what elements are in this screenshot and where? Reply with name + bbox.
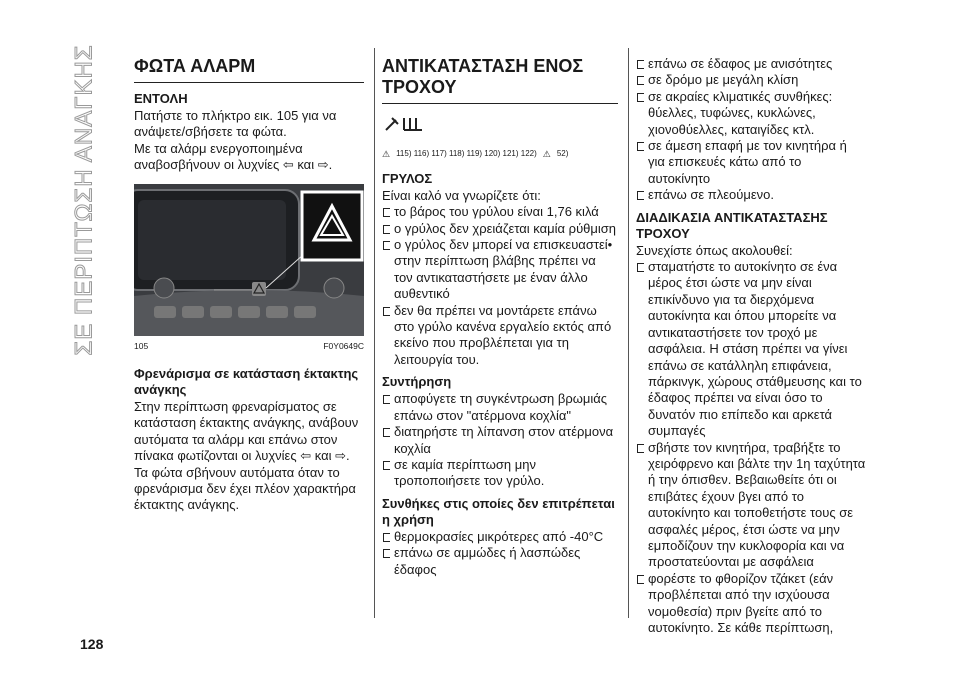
paragraph: Τα φώτα σβήνουν αυτόματα όταν το φρενάρισμα δεν έχει πλέον χαρακτήρα έκτακτης ανάγκης. — [134, 464, 356, 513]
list-item: αποφύγετε τη συγκέντρωση βρωμιάς επάνω στον "ατέρμονα κοχλία" — [382, 391, 618, 424]
list-item: σε καμία περίπτωση μην τροποποιήσετε τον γρύλο. — [382, 457, 618, 490]
figure-number: 105 — [134, 340, 149, 351]
paragraph: Με τα αλάρμ ενεργοποιημένα αναβοσβήνουν οι λυχνίες ⇦ και ⇨. — [134, 140, 333, 173]
caution-icon: ⚠ — [542, 149, 551, 160]
title-underline — [134, 56, 364, 83]
heading-jack: ΓΡΥΛΟΣ — [382, 170, 433, 186]
list-item: σε ακραίες κλιματικές συνθήκες: θύελλες, τυφώνες, κυκλώνες, χιονοθύελλες, καταιγίδες κτλ. — [636, 89, 866, 138]
heading-emergency-braking: Φρενάρισμα σε κατάσταση έκτακτης ανάγκης — [134, 366, 359, 398]
heading-maintenance: Συντήρηση — [382, 374, 452, 390]
dashboard-illustration — [134, 184, 364, 336]
list-item: επάνω σε αμμώδες ή λασπώδες έδαφος — [382, 545, 618, 578]
side-tab-label: ΣΕ ΠΕΡΙΠΤΩΣΗ ΑΝΑΓΚΗΣ — [71, 44, 98, 356]
paragraph: Είναι καλό να γνωρίζετε ότι: — [382, 187, 541, 203]
column-wheel-change-continued — [636, 56, 866, 636]
list-item: το βάρος του γρύλου είναι 1,76 κιλά — [382, 204, 618, 220]
list-item: σταματήστε το αυτοκίνητο σε ένα μέρος έτσι ώστε να μην είναι επικίνδυνο για τα διερχόμενα αυτοκίνητα και όπου μπορείτε να αντικαταστήσετε τον τροχό με ασφάλεια. Η στάση πρέπει να γίνει επάνω σε κατάλληλη επιφάνεια, πάρκινγκ, χώρους στάθμευσης και το έδαφος πρέπει να είναι όσο το δυνατόν πιο επίπεδο και αρκετά συμπαγές — [636, 259, 866, 439]
reference-list: 115) 116) 117) 118) 119) 120) 121) 122) — [396, 149, 537, 159]
section-side-tab — [62, 40, 108, 360]
list-item: ο γρύλος δεν μπορεί να επισκευαστεί• στην περίπτωση βλάβης πρέπει να τον αντικαταστήσετε με έναν άλλο αυθεντικό — [382, 237, 618, 303]
list-item: επάνω σε έδαφος με ανισότητες — [636, 56, 866, 72]
reference-row — [382, 146, 618, 162]
tool-icon — [382, 112, 442, 136]
list-item: σε δρόμο με μεγάλη κλίση — [636, 72, 866, 88]
list-item: ο γρύλος δεν χρειάζεται καμία ρύθμιση — [382, 221, 618, 237]
reference-end: 52) — [556, 149, 569, 159]
column-divider — [374, 48, 375, 618]
paragraph: Συνεχίστε όπως ακολουθεί: — [636, 242, 793, 258]
figure-code: F0Y0649C — [323, 340, 364, 351]
heading-conditions: Συνθήκες στις οποίες δεν επιτρέπεται η χρήση — [382, 495, 615, 527]
column-hazard-lights — [134, 56, 364, 514]
title-underline — [382, 56, 618, 104]
list-item: διατηρήστε τη λίπανση στον ατέρμονα κοχλία — [382, 424, 618, 457]
warning-icon: ⚠ — [382, 149, 391, 160]
paragraph: Πατήστε το πλήκτρο εικ. 105 για να ανάψετε/σβήσετε τα φώτα. — [134, 108, 337, 140]
figure-dashboard-hazard-button — [134, 184, 364, 336]
list-item: θερμοκρασίες μικρότερες από -40°C — [382, 529, 618, 545]
page-number: 128 — [80, 636, 104, 652]
paragraph: Στην περίπτωση φρεναρίσματος σε κατάσταση έκτακτης ανάγκης, ανάβουν αυτόματα τα αλάρμ και επάνω στον πίνακα φωτίζονται οι λυχνίες ⇦ και ⇨. — [134, 399, 359, 464]
list-item: σβήστε τον κινητήρα, τραβήξτε το χειρόφρενο και βάλτε την 1η ταχύτητα ή την όπισθεν. Βεβαιωθείτε ότι οι επιβάτες έχουν βγει από το αυτοκίνητο και τοποθετήστε τους σε ασφαλές μέρος, έτσι ώστε να μην εμποδίζουν την κυκλοφορία και να προστατεύονται με ασφάλεια — [636, 440, 866, 571]
list-item: φορέστε το φθορίζον τζάκετ (εάν προβλέπεται από την ισχύουσα νομοθεσία) πριν βγείτε από το αυτοκίνητο. Σε κάθε περίπτωση, — [636, 571, 866, 637]
section-title-wheel: ΑΝΤΙΚΑΤΑΣΤΑΣΗ ΕΝΟΣ ΤΡΟΧΟΥ — [382, 56, 584, 97]
column-divider — [628, 48, 629, 618]
column-wheel-change — [382, 56, 618, 578]
heading-control: ΕΝΤΟΛΗ — [134, 91, 188, 106]
figure-caption — [134, 338, 364, 354]
heading-procedure: ΔΙΑΔΙΚΑΣΙΑ ΑΝΤΙΚΑΤΑΣΤΑΣΗΣ ΤΡΟΧΟΥ — [636, 209, 828, 241]
list-item: δεν θα πρέπει να μοντάρετε επάνω στο γρύλο κανένα εργαλείο εκτός από εκείνο που προβλέπεται για τη λειτουργία του. — [382, 303, 618, 369]
list-item: σε άμεση επαφή με τον κινητήρα ή για επισκευές κάτω από το αυτοκίνητο — [636, 138, 866, 187]
list-item: επάνω σε πλεούμενο. — [636, 187, 866, 203]
section-title-hazard: ΦΩΤΑ ΑΛΑΡΜ — [134, 56, 256, 76]
